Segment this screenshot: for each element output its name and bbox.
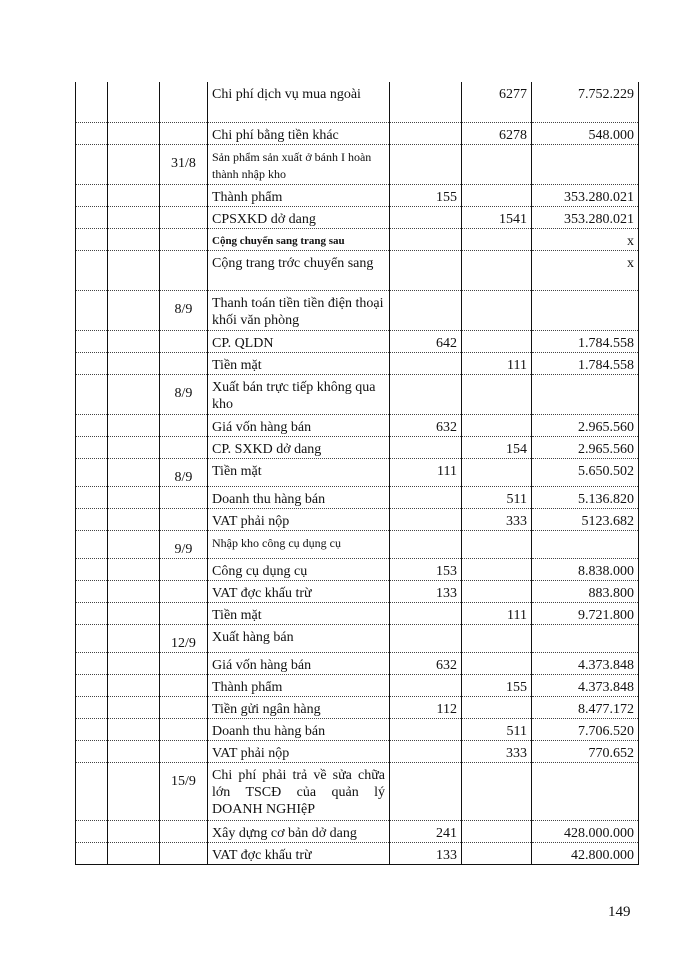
blank-cell [108, 624, 160, 652]
date-cell [160, 602, 208, 624]
date-cell [160, 436, 208, 458]
journal-table [75, 82, 639, 865]
blank-cell [76, 436, 108, 458]
blank-cell [108, 144, 160, 184]
date-cell [160, 330, 208, 352]
amount-cell: 7.706.520 [532, 718, 639, 740]
date-cell [160, 228, 208, 250]
date-cell [160, 184, 208, 206]
date-cell [160, 718, 208, 740]
credit-account-cell: 333 [462, 740, 532, 762]
blank-cell [108, 374, 160, 414]
debit-account-cell [390, 602, 462, 624]
credit-account-cell [462, 458, 532, 486]
blank-cell [76, 290, 108, 330]
blank-cell [108, 674, 160, 696]
blank-cell [76, 718, 108, 740]
blank-cell [76, 184, 108, 206]
blank-cell [108, 718, 160, 740]
description-cell: Cộng chuyển sang trang sau [208, 228, 390, 250]
blank-cell [108, 740, 160, 762]
credit-account-cell [462, 144, 532, 184]
table-row [76, 508, 639, 530]
debit-account-cell: 632 [390, 414, 462, 436]
blank-cell [108, 486, 160, 508]
credit-account-cell [462, 820, 532, 842]
debit-account-cell [390, 624, 462, 652]
date-cell: 12/9 [160, 624, 208, 652]
blank-cell [108, 228, 160, 250]
description-cell: Xuất hàng bán [208, 624, 390, 652]
table-row [76, 414, 639, 436]
blank-cell [108, 122, 160, 144]
blank-cell [108, 558, 160, 580]
amount-cell: 9.721.800 [532, 602, 639, 624]
blank-cell [108, 696, 160, 718]
table-row [76, 144, 639, 184]
date-cell [160, 414, 208, 436]
credit-account-cell [462, 762, 532, 820]
blank-cell [108, 250, 160, 290]
table-row [76, 486, 639, 508]
date-cell [160, 740, 208, 762]
blank-cell [76, 122, 108, 144]
table-row [76, 82, 639, 122]
amount-cell: 4.373.848 [532, 652, 639, 674]
credit-account-cell [462, 624, 532, 652]
debit-account-cell: 642 [390, 330, 462, 352]
amount-cell: 548.000 [532, 122, 639, 144]
table-row [76, 696, 639, 718]
credit-account-cell [462, 652, 532, 674]
blank-cell [108, 414, 160, 436]
description-cell: Chi phí bằng tiền khác [208, 122, 390, 144]
table-row [76, 206, 639, 228]
amount-cell: 883.800 [532, 580, 639, 602]
table-row [76, 652, 639, 674]
blank-cell [76, 508, 108, 530]
blank-cell [108, 530, 160, 558]
date-cell: 8/9 [160, 458, 208, 486]
date-cell [160, 486, 208, 508]
debit-account-cell: 241 [390, 820, 462, 842]
description-cell: Tiền mặt [208, 602, 390, 624]
description-cell: Doanh thu hàng bán [208, 486, 390, 508]
table-row [76, 228, 639, 250]
description-cell: Doanh thu hàng bán [208, 718, 390, 740]
blank-cell [76, 740, 108, 762]
description-cell: Chi phí dịch vụ mua ngoài [208, 82, 390, 122]
debit-account-cell [390, 762, 462, 820]
description-cell: Xây dựng cơ bản dở dang [208, 820, 390, 842]
amount-cell [532, 762, 639, 820]
table-row [76, 290, 639, 330]
debit-account-cell: 632 [390, 652, 462, 674]
amount-cell: 353.280.021 [532, 206, 639, 228]
credit-account-cell: 155 [462, 674, 532, 696]
blank-cell [76, 842, 108, 864]
credit-account-cell [462, 184, 532, 206]
table-row [76, 558, 639, 580]
journal-body [76, 82, 639, 864]
debit-account-cell: 155 [390, 184, 462, 206]
amount-cell [532, 290, 639, 330]
description-cell: Xuất bán trực tiếp không qua kho [208, 374, 390, 414]
credit-account-cell: 511 [462, 718, 532, 740]
table-row [76, 374, 639, 414]
credit-account-cell [462, 580, 532, 602]
debit-account-cell [390, 250, 462, 290]
blank-cell [76, 558, 108, 580]
debit-account-cell: 133 [390, 580, 462, 602]
amount-cell [532, 624, 639, 652]
table-row [76, 624, 639, 652]
table-row [76, 674, 639, 696]
date-cell [160, 842, 208, 864]
table-row [76, 740, 639, 762]
description-cell: CPSXKD dở dang [208, 206, 390, 228]
credit-account-cell [462, 290, 532, 330]
date-cell [160, 352, 208, 374]
blank-cell [108, 184, 160, 206]
description-cell: Thành phẩm [208, 674, 390, 696]
debit-account-cell: 153 [390, 558, 462, 580]
blank-cell [108, 580, 160, 602]
debit-account-cell [390, 228, 462, 250]
debit-account-cell [390, 352, 462, 374]
description-cell: Sản phẩm sản xuất ở bánh I hoàn thành nhập kho [208, 144, 390, 184]
amount-cell: 2.965.560 [532, 414, 639, 436]
blank-cell [108, 436, 160, 458]
table-row [76, 458, 639, 486]
blank-cell [108, 352, 160, 374]
amount-cell: 4.373.848 [532, 674, 639, 696]
date-cell [160, 820, 208, 842]
credit-account-cell [462, 558, 532, 580]
date-cell: 8/9 [160, 374, 208, 414]
credit-account-cell [462, 414, 532, 436]
blank-cell [76, 762, 108, 820]
blank-cell [108, 602, 160, 624]
blank-cell [76, 206, 108, 228]
amount-cell: 428.000.000 [532, 820, 639, 842]
description-cell: Cộng trang trớc chuyển sang [208, 250, 390, 290]
blank-cell [108, 842, 160, 864]
amount-cell [532, 144, 639, 184]
blank-cell [108, 206, 160, 228]
description-cell: CP. QLDN [208, 330, 390, 352]
description-cell: VAT đợc khấu trừ [208, 842, 390, 864]
date-cell [160, 82, 208, 122]
credit-account-cell [462, 330, 532, 352]
debit-account-cell [390, 508, 462, 530]
date-cell [160, 558, 208, 580]
date-cell [160, 508, 208, 530]
blank-cell [76, 374, 108, 414]
debit-account-cell [390, 374, 462, 414]
amount-cell: 5.650.502 [532, 458, 639, 486]
description-cell: Giá vốn hàng bán [208, 414, 390, 436]
blank-cell [108, 652, 160, 674]
debit-account-cell: 112 [390, 696, 462, 718]
table-row [76, 842, 639, 864]
blank-cell [108, 508, 160, 530]
blank-cell [76, 82, 108, 122]
blank-cell [76, 696, 108, 718]
credit-account-cell: 111 [462, 352, 532, 374]
amount-cell: 42.800.000 [532, 842, 639, 864]
credit-account-cell [462, 228, 532, 250]
table-row [76, 718, 639, 740]
description-cell: Thành phẩm [208, 184, 390, 206]
amount-cell: 8.477.172 [532, 696, 639, 718]
debit-account-cell [390, 486, 462, 508]
credit-account-cell: 154 [462, 436, 532, 458]
amount-cell: x [532, 228, 639, 250]
credit-account-cell: 1541 [462, 206, 532, 228]
amount-cell: 2.965.560 [532, 436, 639, 458]
date-cell [160, 652, 208, 674]
date-cell [160, 250, 208, 290]
description-cell: Tiền mặt [208, 352, 390, 374]
debit-account-cell [390, 206, 462, 228]
blank-cell [108, 458, 160, 486]
amount-cell: 353.280.021 [532, 184, 639, 206]
amount-cell: 5.136.820 [532, 486, 639, 508]
table-row [76, 580, 639, 602]
blank-cell [76, 602, 108, 624]
blank-cell [108, 290, 160, 330]
description-cell: VAT phải nộp [208, 740, 390, 762]
amount-cell: x [532, 250, 639, 290]
description-cell: Thanh toán tiền tiền điện thoại khối văn phòng [208, 290, 390, 330]
blank-cell [76, 652, 108, 674]
description-cell: Nhập kho công cụ dụng cụ [208, 530, 390, 558]
blank-cell [76, 580, 108, 602]
blank-cell [76, 820, 108, 842]
table-row [76, 250, 639, 290]
blank-cell [76, 530, 108, 558]
blank-cell [108, 820, 160, 842]
date-cell [160, 696, 208, 718]
blank-cell [76, 624, 108, 652]
debit-account-cell [390, 740, 462, 762]
description-cell: Công cụ dụng cụ [208, 558, 390, 580]
credit-account-cell: 333 [462, 508, 532, 530]
debit-account-cell [390, 144, 462, 184]
credit-account-cell: 111 [462, 602, 532, 624]
description-cell: VAT phải nộp [208, 508, 390, 530]
table-row [76, 820, 639, 842]
blank-cell [76, 144, 108, 184]
blank-cell [108, 762, 160, 820]
date-cell [160, 674, 208, 696]
date-cell [160, 580, 208, 602]
debit-account-cell [390, 674, 462, 696]
debit-account-cell [390, 290, 462, 330]
debit-account-cell: 111 [390, 458, 462, 486]
amount-cell: 770.652 [532, 740, 639, 762]
credit-account-cell [462, 696, 532, 718]
credit-account-cell: 6277 [462, 82, 532, 122]
debit-account-cell [390, 718, 462, 740]
debit-account-cell: 133 [390, 842, 462, 864]
blank-cell [76, 458, 108, 486]
description-cell: CP. SXKD dở dang [208, 436, 390, 458]
table-row [76, 602, 639, 624]
table-row [76, 122, 639, 144]
blank-cell [76, 250, 108, 290]
blank-cell [76, 486, 108, 508]
date-cell [160, 122, 208, 144]
date-cell: 31/8 [160, 144, 208, 184]
description-cell: Chi phí phải trả về sửa chữa lớn TSCĐ của quản lý DOANH NGHIệP [208, 762, 390, 820]
credit-account-cell: 511 [462, 486, 532, 508]
description-cell: Tiền gửi ngân hàng [208, 696, 390, 718]
table-row [76, 436, 639, 458]
date-cell [160, 206, 208, 228]
amount-cell [532, 530, 639, 558]
table-row [76, 762, 639, 820]
date-cell: 9/9 [160, 530, 208, 558]
table-row [76, 530, 639, 558]
credit-account-cell [462, 530, 532, 558]
page-number: 149 [608, 904, 631, 920]
date-cell: 8/9 [160, 290, 208, 330]
blank-cell [76, 352, 108, 374]
debit-account-cell [390, 122, 462, 144]
amount-cell [532, 374, 639, 414]
blank-cell [108, 330, 160, 352]
blank-cell [108, 82, 160, 122]
table-row [76, 352, 639, 374]
amount-cell: 5123.682 [532, 508, 639, 530]
credit-account-cell: 6278 [462, 122, 532, 144]
blank-cell [76, 330, 108, 352]
debit-account-cell [390, 436, 462, 458]
date-cell: 15/9 [160, 762, 208, 820]
description-cell: Tiền mặt [208, 458, 390, 486]
debit-account-cell [390, 530, 462, 558]
blank-cell [76, 228, 108, 250]
table-row [76, 184, 639, 206]
description-cell: VAT đợc khấu trừ [208, 580, 390, 602]
amount-cell: 8.838.000 [532, 558, 639, 580]
amount-cell: 1.784.558 [532, 352, 639, 374]
amount-cell: 7.752.229 [532, 82, 639, 122]
credit-account-cell [462, 842, 532, 864]
amount-cell: 1.784.558 [532, 330, 639, 352]
table-row [76, 330, 639, 352]
credit-account-cell [462, 250, 532, 290]
debit-account-cell [390, 82, 462, 122]
blank-cell [76, 674, 108, 696]
blank-cell [76, 414, 108, 436]
description-cell: Giá vốn hàng bán [208, 652, 390, 674]
credit-account-cell [462, 374, 532, 414]
